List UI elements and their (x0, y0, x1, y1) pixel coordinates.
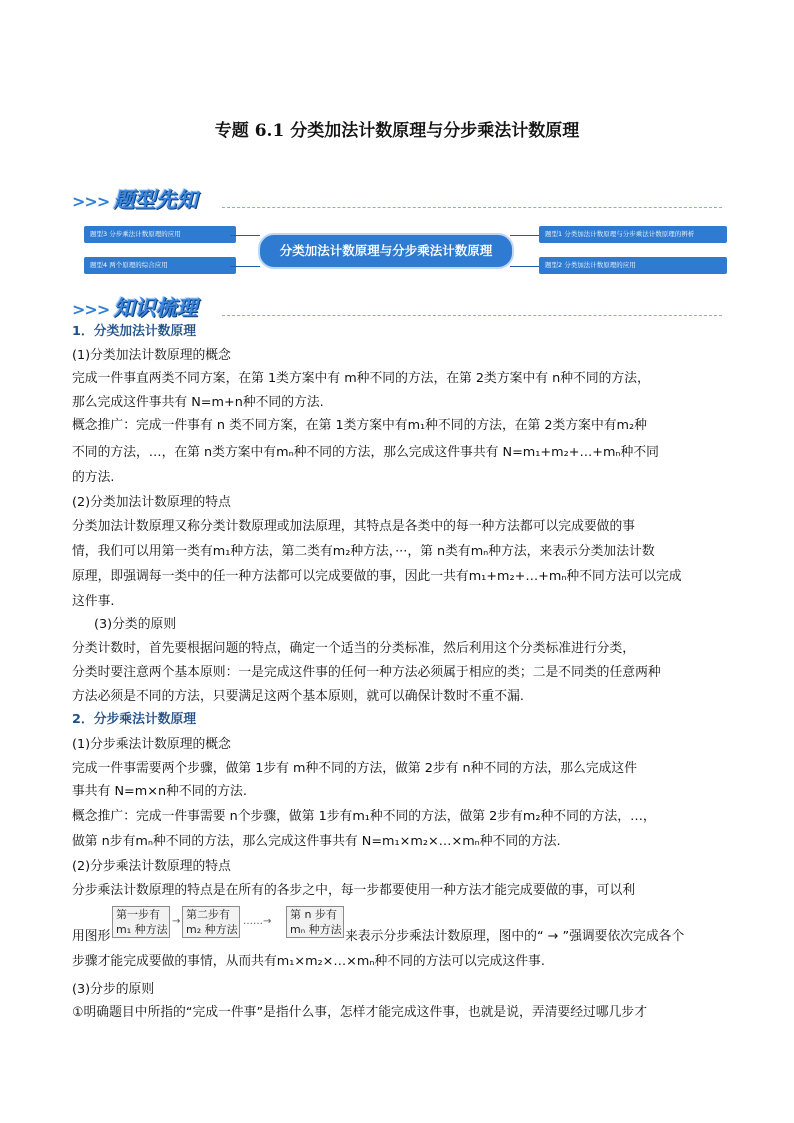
paragraph: 原理，即强调每一类中的任一种方法都可以完成要做的事，因此一共有m₁+m₂+…+mₙ种不同方法可以完成 (72, 569, 682, 584)
paragraph: (3)分步的原则 (72, 982, 155, 997)
paragraph: 概念推广：完成一件事有 n 类不同方案，在第 1类方案中有m₁种不同的方法，在第 2类方案中有m₂种 (72, 418, 647, 433)
flow-step-2 (182, 906, 240, 938)
flow-step-count: m₂ 种方法 (186, 923, 238, 936)
section-heading: 2．分步乘法计数原理 (72, 712, 197, 727)
section-banner-knowledge (72, 292, 722, 320)
paragraph: 分类加法计数原理又称分类计数原理或加法原理，其特点是各类中的每一种方法都可以完成要做的事 (72, 519, 636, 534)
paragraph: 做第 n步有mₙ种不同的方法，那么完成这件事共有 N=m₁×m₂×…×mₙ种不同的方法. (72, 834, 561, 849)
mindmap-connector (510, 235, 539, 236)
paragraph: 来表示分步乘法计数原理，图中的“ → ”强调要依次完成各个 (345, 929, 685, 944)
section-heading: 1．分类加法计数原理 (72, 324, 197, 339)
paragraph: 概念推广：完成一件事需要 n个步骤，做第 1步有m₁种不同的方法，做第 2步有m₂种不同的方法，…， (72, 809, 656, 824)
paragraph: 那么完成这件事共有 N=m+n种不同的方法. (72, 395, 324, 410)
banner-label: 题型先知 (113, 187, 198, 212)
paragraph: 事共有 N=m×n种不同的方法. (72, 784, 247, 799)
banner-divider (222, 207, 722, 208)
paragraph: (2)分类加法计数原理的特点 (72, 495, 231, 510)
paragraph: 情，我们可以用第一类有m₁种方法，第二类有m₂种方法，···，第 n类有mₙ种方法，来表示分类加法计数 (72, 544, 655, 559)
paragraph: 的方法. (72, 470, 115, 485)
flow-arrow-icon: → (172, 916, 181, 927)
banner-divider (222, 315, 722, 316)
paragraph: 步骤才能完成要做的事情，从而共有m₁×m₂×…×mₙ种不同的方法可以完成这件事. (72, 954, 545, 969)
page-title: 专题 6.1 分类加法计数原理与分步乘法计数原理 (214, 121, 580, 141)
flow-step-label: 第 n 步有 (290, 908, 337, 921)
mindmap-connector (230, 266, 260, 267)
flow-dotted-arrow-icon: ……→ (243, 916, 272, 927)
mindmap-center: 分类加法计数原理与分步乘法计数原理 (258, 233, 514, 269)
section-banner-types (72, 184, 722, 212)
paragraph: 完成一件事直两类不同方案，在第 1类方案中有 m种不同的方法，在第 2类方案中有 n种不同的方法， (72, 371, 650, 386)
paragraph: (1)分步乘法计数原理的概念 (72, 737, 231, 752)
paragraph: 分类计数时，首先要根据问题的特点，确定一个适当的分类标准，然后利用这个分类标准进行分类， (72, 641, 636, 656)
flow-step-count: m₁ 种方法 (116, 923, 168, 936)
paragraph: 完成一件事需要两个步骤，做第 1步有 m种不同的方法，做第 2步有 n种不同的方法，那么完成这件 (72, 761, 638, 776)
paragraph: 用图形 (72, 929, 111, 944)
flow-step-count: mₙ 种方法 (290, 923, 342, 936)
flow-step-label: 第一步有 (116, 908, 160, 921)
paragraph: (2)分步乘法计数原理的特点 (72, 859, 231, 874)
mindmap-connector (230, 235, 260, 236)
flow-step-n (286, 906, 344, 938)
paragraph: ①明确题目中所指的“完成一件事”是指什么事，怎样才能完成这件事，也就是说，弄清要经过哪几步才 (72, 1005, 647, 1020)
paragraph: 这件事. (72, 594, 115, 609)
flow-step-1 (112, 906, 170, 938)
banner-arrows: >>> (72, 300, 110, 319)
flow-step-label: 第二步有 (186, 908, 230, 921)
mindmap-right-top: 题型1 分类加法计数原理与分步乘法计数原理的辨析 (539, 226, 727, 243)
banner-label: 知识梳理 (113, 295, 198, 320)
paragraph: 分步乘法计数原理的特点是在所有的各步之中，每一步都要使用一种方法才能完成要做的事，可以利 (72, 883, 636, 898)
mindmap-right-bottom: 题型2 分类加法计数原理的应用 (539, 257, 727, 274)
paragraph: (1)分类加法计数原理的概念 (72, 348, 231, 363)
mindmap-left-bottom: 题型4 两个原理的综合应用 (84, 257, 236, 274)
paragraph: (3)分类的原则 (94, 617, 177, 632)
paragraph: 方法必须是不同的方法，只要满足这两个基本原则，就可以确保计数时不重不漏. (72, 689, 524, 704)
paragraph: 不同的方法，…，在第 n类方案中有mₙ种不同的方法，那么完成这件事共有 N=m₁+m₂+…+mₙ种不同 (72, 445, 659, 460)
mindmap-left-top: 题型3 分步乘法计数原理的应用 (84, 226, 236, 243)
mindmap-connector (510, 266, 539, 267)
paragraph: 分类时要注意两个基本原则：一是完成这件事的任何一种方法必须属于相应的类；二是不同类的任意两种 (72, 665, 661, 680)
banner-arrows: >>> (72, 192, 110, 211)
